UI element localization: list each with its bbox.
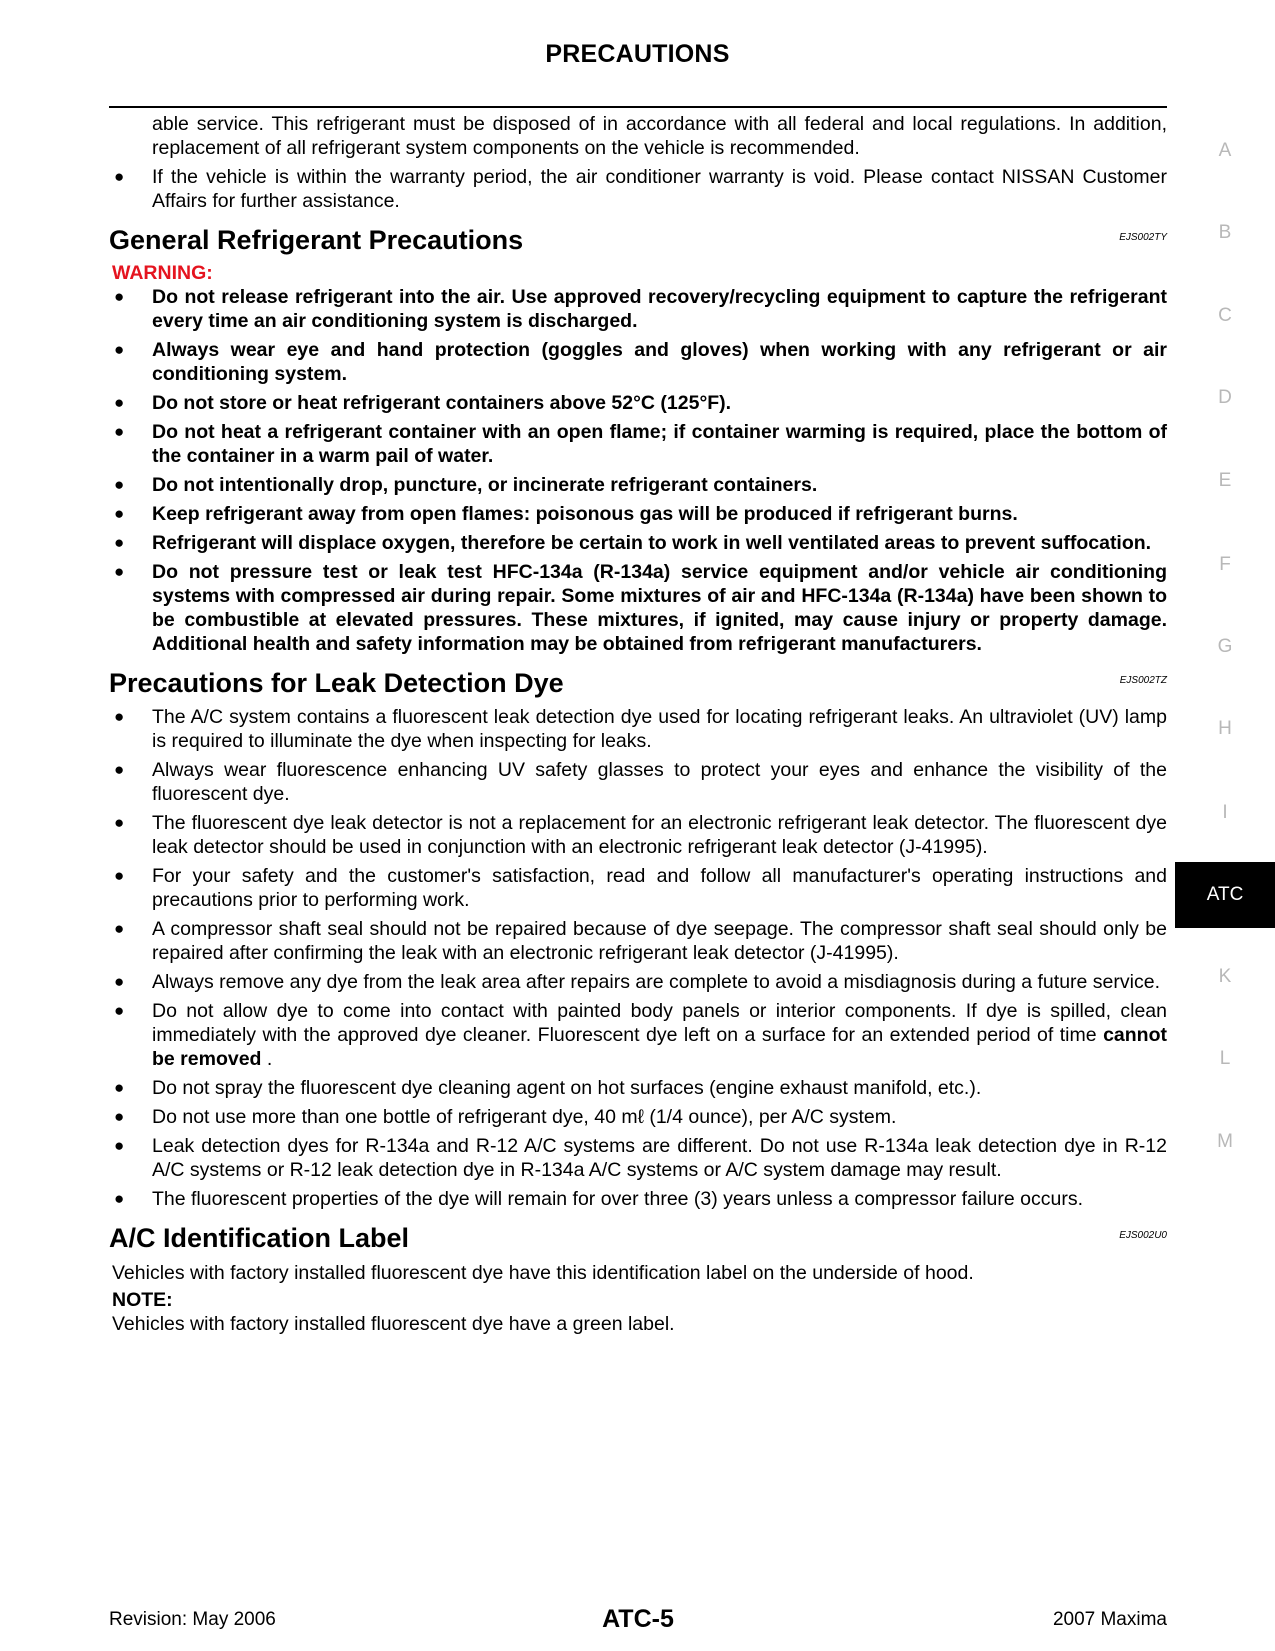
- bullet-icon: ●: [114, 475, 125, 494]
- bullet-icon: ●: [114, 422, 125, 441]
- warning-label: WARNING:: [112, 262, 213, 284]
- header-rule: [109, 106, 1167, 108]
- bullet-icon: ●: [114, 1001, 125, 1020]
- section-header-general-refrigerant: [109, 223, 1167, 257]
- list-item: ● A compressor shaft seal should not be repaired because of dye seepage. The compressor shaft seal should only be repaired after confirming the leak with an electronic refrigerant leak detector (J-41995).: [114, 918, 1167, 964]
- page-footer: [109, 1605, 1167, 1635]
- section-code: EJS002TZ: [1119, 675, 1167, 686]
- section-index-tabs: [1175, 0, 1275, 1651]
- bullet-icon: ●: [114, 972, 125, 991]
- identification-paragraph: Vehicles with factory installed fluorescent dye have this identification label on the underside of hood.: [112, 1262, 974, 1284]
- tab-b[interactable]: B: [1218, 222, 1232, 243]
- list-item: ● For your safety and the customer's satisfaction, read and follow all manufacturer's operating instructions and precautions prior to performing work.: [114, 865, 1167, 911]
- tab-i[interactable]: I: [1222, 802, 1228, 823]
- vehicle-model: 2007 Maxima: [1052, 1609, 1167, 1630]
- list-item: ● Do not pressure test or leak test HFC-134a (R-134a) service equipment and/or vehicle air conditioning systems with compressed air during repair. Some mixtures of air and HFC-134a (R-134a) have been shown to be combustible at elevated pressures. These mixtures, if ignited, may cause injury or property damage. Additional health and safety information may be obtained from refrigerant manufacturers.: [114, 561, 1167, 655]
- tab-f[interactable]: F: [1219, 554, 1231, 575]
- note-text: Vehicles with factory installed fluorescent dye have a green label.: [112, 1313, 675, 1335]
- section-code: EJS002TY: [1119, 232, 1167, 243]
- tab-g[interactable]: G: [1217, 636, 1233, 657]
- tab-c[interactable]: C: [1218, 305, 1232, 326]
- page-title: PRECAUTIONS: [545, 40, 730, 68]
- tab-l[interactable]: L: [1219, 1048, 1231, 1069]
- continued-paragraph: able service. This refrigerant must be disposed of in accordance with all federal and local regulations. In addition, replacement of all refrigerant system components on the vehicle is recommended.: [152, 113, 1167, 159]
- bullet-icon: ●: [114, 1107, 125, 1126]
- section-code: EJS002U0: [1119, 1230, 1167, 1241]
- bullet-icon: ●: [114, 167, 125, 186]
- section-title: General Refrigerant Precautions: [109, 225, 524, 255]
- list-item: ● Always wear fluorescence enhancing UV safety glasses to protect your eyes and enhance the visibility of the fluorescent dye.: [114, 759, 1167, 805]
- intro-bullets: [109, 165, 1167, 213]
- dye-bullets: [109, 705, 1167, 1211]
- tab-m[interactable]: M: [1217, 1131, 1233, 1152]
- emphasis-text: cannot be removed: [152, 1024, 1167, 1070]
- bullet-icon: ●: [114, 813, 125, 832]
- section-header-leak-detection-dye: [109, 666, 1167, 700]
- list-item: ● Refrigerant will displace oxygen, therefore be certain to work in well ventilated areas to prevent suffocation.: [114, 532, 1152, 554]
- bullet-icon: ●: [114, 562, 125, 581]
- section-header-ac-identification-label: [109, 1221, 1167, 1255]
- bullet-icon: ●: [114, 504, 125, 523]
- bullet-icon: ●: [114, 1189, 125, 1208]
- bullet-icon: ●: [114, 919, 125, 938]
- bullet-icon: ●: [114, 340, 125, 359]
- bullet-icon: ●: [114, 533, 125, 552]
- section-title: A/C Identification Label: [109, 1223, 410, 1253]
- tab-a[interactable]: A: [1218, 140, 1232, 161]
- tab-e[interactable]: E: [1218, 470, 1232, 491]
- note-label: NOTE:: [112, 1289, 173, 1311]
- tab-d[interactable]: D: [1218, 387, 1232, 408]
- list-item: ● Do not use more than one bottle of refrigerant dye, 40 mℓ (1/4 ounce), per A/C system.: [114, 1106, 897, 1128]
- bullet-icon: ●: [114, 707, 125, 726]
- list-item: ● The fluorescent dye leak detector is not a replacement for an electronic refrigerant leak detector. The fluorescent dye leak detector should be used in conjunction with an electronic refrigerant leak detector (J-41995).: [114, 812, 1167, 858]
- bullet-icon: ●: [114, 1078, 125, 1097]
- tab-atc-active[interactable]: ATC: [1175, 862, 1275, 928]
- list-item: ● The A/C system contains a fluorescent leak detection dye used for locating refrigerant leaks. An ultraviolet (UV) lamp is required to illuminate the dye when inspecting for leaks.: [114, 706, 1167, 752]
- list-item: ● Do not intentionally drop, puncture, or incinerate refrigerant containers.: [114, 474, 818, 496]
- list-item: ● Do not spray the fluorescent dye cleaning agent on hot surfaces (engine exhaust manifold, etc.).: [114, 1077, 982, 1099]
- list-item: ● Do not store or heat refrigerant containers above 52°C (125°F).: [114, 392, 732, 414]
- list-item: ● Always wear eye and hand protection (goggles and gloves) when working with any refrigerant or air conditioning system.: [114, 339, 1167, 385]
- bullet-icon: ●: [114, 866, 125, 885]
- list-item: ● Do not heat a refrigerant container with an open flame; if container warming is required, place the bottom of the container in a warm pail of water.: [114, 421, 1167, 467]
- list-item: ● Do not allow dye to come into contact with painted body panels or interior components. If dye is spilled, clean immediately with the approved dye cleaner. Fluorescent dye left on a surface for an extended period of time cannot be removed .: [114, 1000, 1167, 1070]
- tab-k[interactable]: K: [1218, 966, 1232, 987]
- revision-date: Revision: May 2006: [109, 1609, 276, 1630]
- bullet-icon: ●: [114, 760, 125, 779]
- bullet-icon: ●: [114, 393, 125, 412]
- tab-h[interactable]: H: [1218, 718, 1232, 739]
- list-item: ● Always remove any dye from the leak area after repairs are complete to avoid a misdiagnosis during a future service.: [114, 971, 1160, 993]
- list-item: ● The fluorescent properties of the dye will remain for over three (3) years unless a compressor failure occurs.: [114, 1188, 1083, 1210]
- bullet-icon: ●: [114, 287, 125, 306]
- section-title: Precautions for Leak Detection Dye: [109, 668, 564, 698]
- content: [109, 112, 1167, 1336]
- list-item: ● Leak detection dyes for R-134a and R-12 A/C systems are different. Do not use R-134a leak detection dye in R-12 A/C systems or R-12 leak detection dye in R-134a A/C systems or A/C system damage may result.: [114, 1135, 1167, 1181]
- bullet-icon: ●: [114, 1136, 125, 1155]
- list-item: ● Keep refrigerant away from open flames: poisonous gas will be produced if refrigerant burns.: [114, 503, 1018, 525]
- warning-bullets: [109, 285, 1167, 656]
- list-item: ● Do not release refrigerant into the air. Use approved recovery/recycling equipment to capture the refrigerant every time an air conditioning system is discharged.: [114, 286, 1167, 332]
- list-item: ● If the vehicle is within the warranty period, the air conditioner warranty is void. Please contact NISSAN Customer Affairs for further assistance.: [114, 166, 1167, 212]
- page-number: ATC-5: [602, 1605, 674, 1633]
